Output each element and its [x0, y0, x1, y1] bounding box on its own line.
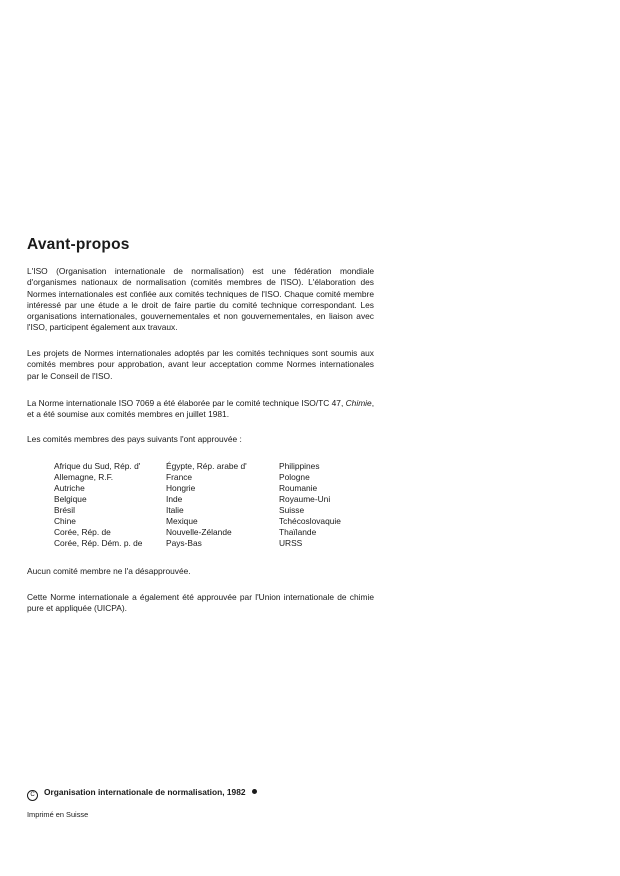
bullet-icon — [252, 789, 257, 794]
country-item: Philippines — [279, 461, 320, 471]
approval-paragraph: Les projets de Normes internationales adoptés par les comités techniques sont soumis aux comités membres pour approbation, avant leur acceptation comme Normes internationales par le Conseil de l'ISO. — [27, 348, 374, 381]
copyright-line — [27, 787, 257, 801]
country-item: URSS — [279, 538, 303, 548]
country-item: Inde — [166, 494, 183, 504]
disapproval-paragraph: Aucun comité membre ne l'a désapprouvée. — [27, 566, 191, 576]
countries-heading: Les comités membres des pays suivants l'ont approuvée : — [27, 434, 242, 444]
country-item: Hongrie — [166, 483, 196, 493]
intro-paragraph: L'ISO (Organisation internationale de normalisation) est une fédération mondiale d'organismes nationaux de normalisation (comités membres de l'ISO). L'élaboration des Normes internationales est confiée aux comités techniques de l'ISO. Chaque comité membre intéressé par une étude a le droit de faire partie du comité technique correspondant. Les organisations internationales, gouvernementales et non gouvernementales, en liaison avec l'ISO, participent également aux travaux. — [27, 266, 374, 333]
country-item: Afrique du Sud, Rép. d' — [54, 461, 141, 471]
committee-name: Chimie — [345, 398, 372, 408]
country-item: Belgique — [54, 494, 87, 504]
country-column-1 — [54, 461, 142, 549]
country-item: Nouvelle-Zélande — [166, 527, 232, 537]
country-item: Pologne — [279, 472, 310, 482]
country-item: Corée, Rép. de — [54, 527, 111, 537]
imprint-text: Imprimé en Suisse — [27, 810, 89, 819]
country-item: Royaume-Uni — [279, 494, 331, 504]
country-item: Italie — [166, 505, 184, 515]
country-item: Autriche — [54, 483, 85, 493]
iupac-paragraph: Cette Norme internationale a également été approuvée par l'Union internationale de chimie pure et appliquée (UICPA). — [27, 592, 374, 614]
standard-origin-paragraph — [27, 398, 374, 421]
country-column-3 — [279, 461, 341, 549]
country-item: Pays-Bas — [166, 538, 202, 548]
copyright-text: Organisation internationale de normalisation, 1982 — [44, 787, 246, 797]
standard-origin-text-a: La Norme internationale ISO 7069 a été élaborée par le comité technique ISO/TC 47, — [27, 398, 344, 408]
copyright-icon: C — [27, 790, 38, 801]
country-item: Thaïlande — [279, 527, 317, 537]
standard-origin-text-b: , et a été soumise aux comités membres en juillet 1981. — [27, 398, 375, 420]
country-item: Allemagne, R.F. — [54, 472, 114, 482]
country-item: Roumanie — [279, 483, 318, 493]
country-item: Mexique — [166, 516, 198, 526]
country-item: Brésil — [54, 505, 75, 515]
page-title: Avant-propos — [27, 236, 130, 253]
country-item: Corée, Rép. Dém. p. de — [54, 538, 143, 548]
country-item: Égypte, Rép. arabe d' — [166, 461, 247, 471]
country-item: France — [166, 472, 193, 482]
country-item: Chine — [54, 516, 76, 526]
country-item: Tchécoslovaquie — [279, 516, 341, 526]
country-column-2 — [166, 461, 247, 549]
country-item: Suisse — [279, 505, 305, 515]
